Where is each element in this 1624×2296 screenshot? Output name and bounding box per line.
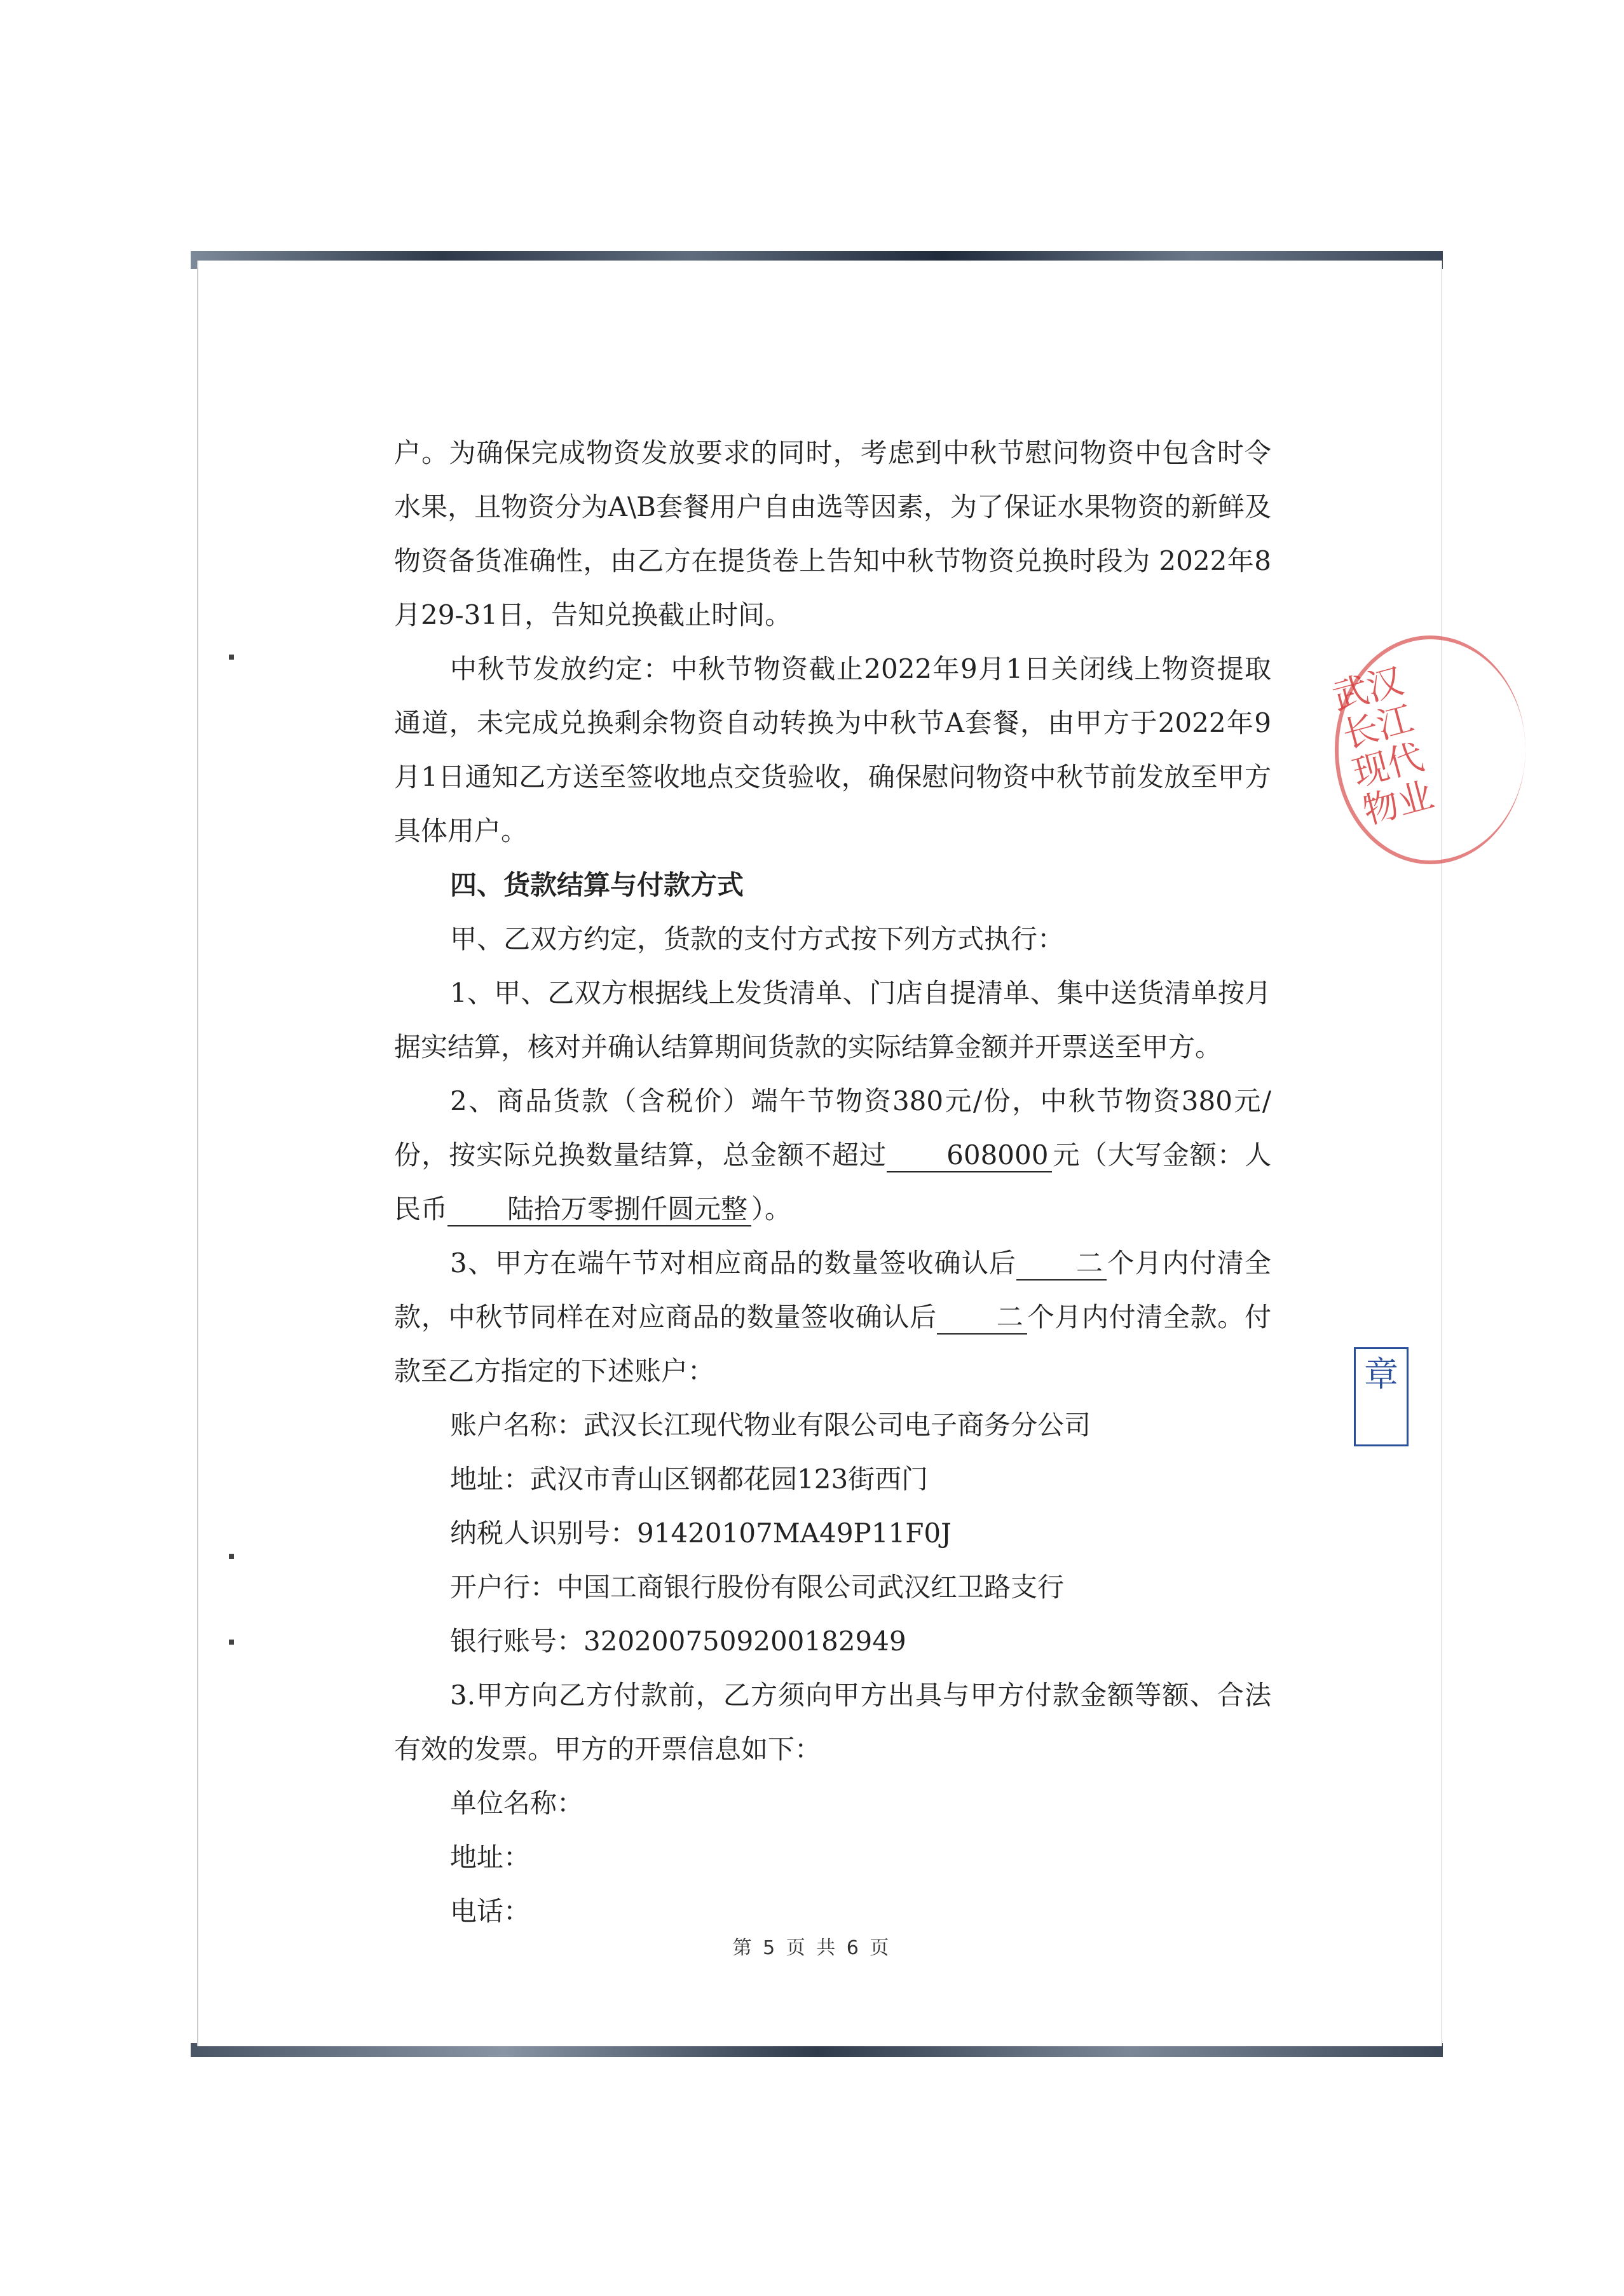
total-amount: 608000 <box>887 1139 1052 1172</box>
stamp-character: 章 <box>1364 1354 1398 1394</box>
paragraph-price <box>394 1074 1271 1236</box>
paragraph-mid-autumn-terms: 中秋节发放约定：中秋节物资截止2022年9月1日关闭线上物资提取通道，未完成兑换剩余物资自动转换为中秋节A套餐，由甲方于2022年9月1日通知乙方送至签收地点交货验收，确保慰问物资中秋节前发放至甲方具体用户。 <box>394 653 1271 846</box>
price-text-before: 2、商品货款（含税价）端午节物资380元/份，中秋节物资380元/份，按实际兑换数量结算，总金额不超过 <box>394 1085 1271 1171</box>
account-name: 账户名称：武汉长江现代物业有限公司电子商务分公司 <box>450 1410 1091 1441</box>
paragraph-payment-term <box>394 1236 1271 1398</box>
term-text-middle: 个月内付清全款，中秋节同样在对应商品的数量签收确认后 <box>394 1247 1271 1333</box>
page-number: 第 5 页 共 6 页 <box>732 1937 892 1959</box>
price-text-middle: 元（大写金额：人民币 <box>394 1139 1271 1225</box>
blue-stamp-box <box>1354 1347 1409 1446</box>
term-text-before: 3、甲方在端午节对相应商品的数量签收确认后 <box>450 1247 1017 1279</box>
months-dragon-boat: 二 <box>1016 1247 1107 1280</box>
invoice-unit-name: 单位名称： <box>450 1788 584 1819</box>
red-seal-text: 武汉长江现代物业 <box>1328 660 1438 833</box>
punch-mark <box>229 1640 234 1645</box>
paragraph-invoice: 3.甲方向乙方付款前，乙方须向甲方出具与甲方付款金额等额、合法有效的发票。甲方的开票信息如下： <box>394 1680 1271 1765</box>
document-body <box>394 426 1271 1938</box>
invoice-phone: 电话： <box>450 1896 531 1927</box>
punch-mark <box>229 1554 234 1559</box>
months-mid-autumn: 二 <box>937 1301 1027 1335</box>
section-heading-payment: 四、货款结算与付款方式 <box>450 869 744 900</box>
term-text-after: 个月内付清全款。付款至乙方指定的下述账户： <box>394 1301 1271 1387</box>
account-address: 地址：武汉市青山区钢都花园123街西门 <box>450 1464 929 1495</box>
price-text-after: ）。 <box>751 1193 792 1225</box>
account-bank: 开户行：中国工商银行股份有限公司武汉红卫路支行 <box>450 1572 1065 1603</box>
punch-mark <box>229 655 234 660</box>
account-number: 银行账号：3202007509200182949 <box>450 1626 906 1657</box>
invoice-address: 地址： <box>450 1842 531 1873</box>
paragraph-settlement: 1、甲、乙双方根据线上发货清单、门店自提清单、集中送货清单按月据实结算，核对并确认结算期间货款的实际结算金额并开票送至甲方。 <box>394 977 1271 1063</box>
paragraph-fruit-note: 户。为确保完成物资发放要求的同时，考虑到中秋节慰问物资中包含时令水果，且物资分为A\B套餐用户自由选等因素，为了保证水果物资的新鲜及物资备货准确性，由乙方在提货卷上告知中秋节物资兑换时段为 2022年8月29-31日，告知兑换截止时间。 <box>394 437 1271 630</box>
paragraph-payment-intro: 甲、乙双方约定，货款的支付方式按下列方式执行： <box>450 923 1065 954</box>
amount-in-words: 陆拾万零捌仟圆元整 <box>447 1193 751 1226</box>
account-tax-id: 纳税人识别号：91420107MA49P11F0J <box>450 1518 952 1549</box>
